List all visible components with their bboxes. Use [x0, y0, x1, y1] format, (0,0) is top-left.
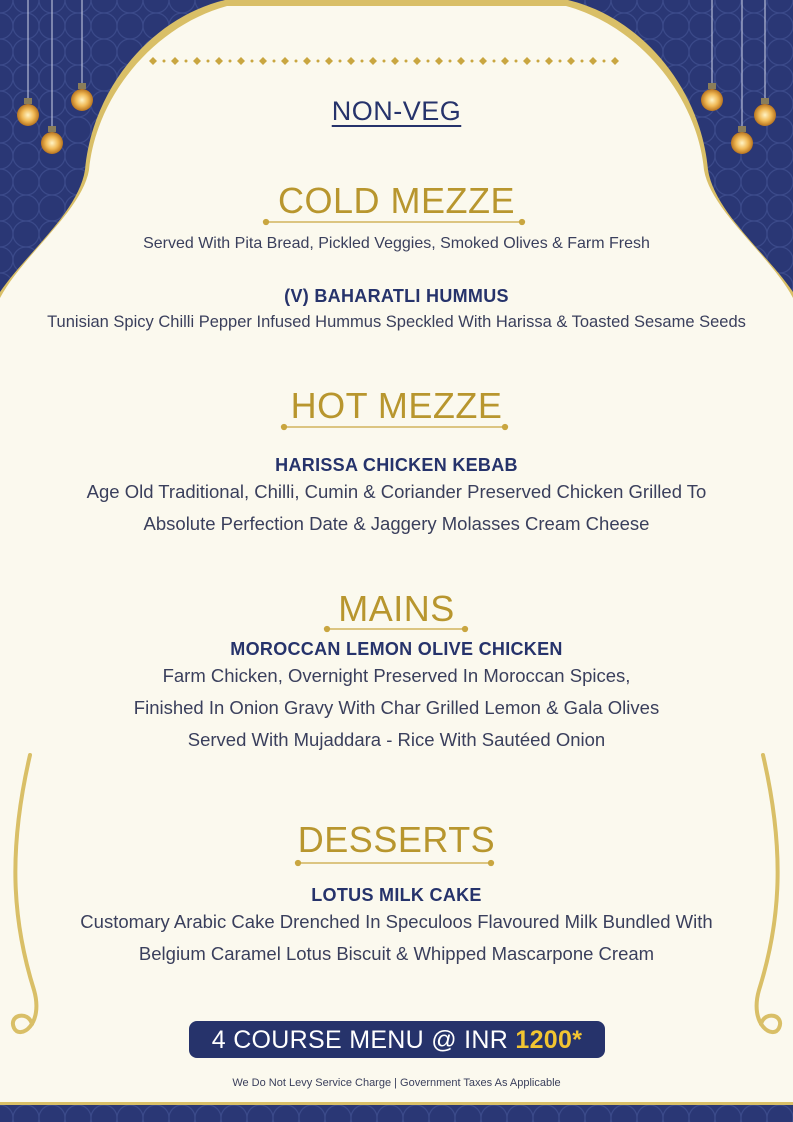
course-price: 1200* [515, 1026, 583, 1054]
section-title-mains: MAINS [338, 588, 455, 629]
dish-description-line: Age Old Traditional, Chilli, Cumin & Coriander Preserved Chicken Grilled To [86, 481, 707, 502]
section-title-desserts: DESSERTS [297, 819, 496, 860]
section-title-hot-mezze: HOT MEZZE [290, 385, 503, 426]
ornament-dot [383, 60, 386, 63]
ornament-dot [273, 60, 276, 63]
dish-description-line: Finished In Onion Gravy With Char Grilled Lemon & Gala Olives [133, 697, 660, 718]
ornament-dot [537, 60, 540, 63]
dish-description-line: Absolute Perfection Date & Jaggery Molasses Cream Cheese [143, 513, 650, 534]
ornament-dot [559, 60, 562, 63]
dish-description-line: Served With Mujaddara - Rice With Sautéed Onion [187, 729, 606, 750]
dish-name-baharatli-hummus: (V) BAHARATLI HUMMUS [284, 286, 509, 306]
ornament-dot [361, 60, 364, 63]
ornament-dot [603, 60, 606, 63]
ornament-dot [581, 60, 584, 63]
ornament-dot [493, 60, 496, 63]
ornament-dot [185, 60, 188, 63]
footer-note: We Do Not Levy Service Charge | Government Taxes As Applicable [232, 1077, 561, 1089]
section-title-cold-mezze: COLD MEZZE [277, 180, 515, 221]
course-price-banner [189, 1021, 605, 1058]
ornament-dot [207, 60, 210, 63]
ornament-dot [449, 60, 452, 63]
ornament-dot [427, 60, 430, 63]
ornament-dot [317, 60, 320, 63]
dish-description-line: Belgium Caramel Lotus Biscuit & Whipped Mascarpone Cream [138, 943, 655, 964]
page-title: NON-VEG [331, 96, 462, 126]
dish-description: Tunisian Spicy Chilli Pepper Infused Hummus Speckled With Harissa & Toasted Sesame Seeds [47, 313, 746, 331]
ornament-dot [515, 60, 518, 63]
ornament-dot [251, 60, 254, 63]
dish-name-lotus-milk-cake: LOTUS MILK CAKE [311, 885, 482, 905]
dish-description-line: Customary Arabic Cake Drenched In Speculoos Flavoured Milk Bundled With [80, 911, 713, 932]
ornament-dot [295, 60, 298, 63]
ornament-dot [339, 60, 342, 63]
dish-description-line: Farm Chicken, Overnight Preserved In Moroccan Spices, [162, 665, 631, 686]
ornament-dot [163, 60, 166, 63]
section-subtitle-cold-mezze: Served With Pita Bread, Pickled Veggies, Smoked Olives & Farm Fresh [143, 235, 650, 252]
dish-name-moroccan-lemon-olive-chicken: MOROCCAN LEMON OLIVE CHICKEN [230, 639, 563, 659]
ornament-dot [405, 60, 408, 63]
ornament-dot [471, 60, 474, 63]
course-label: 4 COURSE MENU @ INR [211, 1026, 516, 1054]
ornament-dot [229, 60, 232, 63]
dish-name-harissa-chicken-kebab: HARISSA CHICKEN KEBAB [275, 455, 518, 475]
